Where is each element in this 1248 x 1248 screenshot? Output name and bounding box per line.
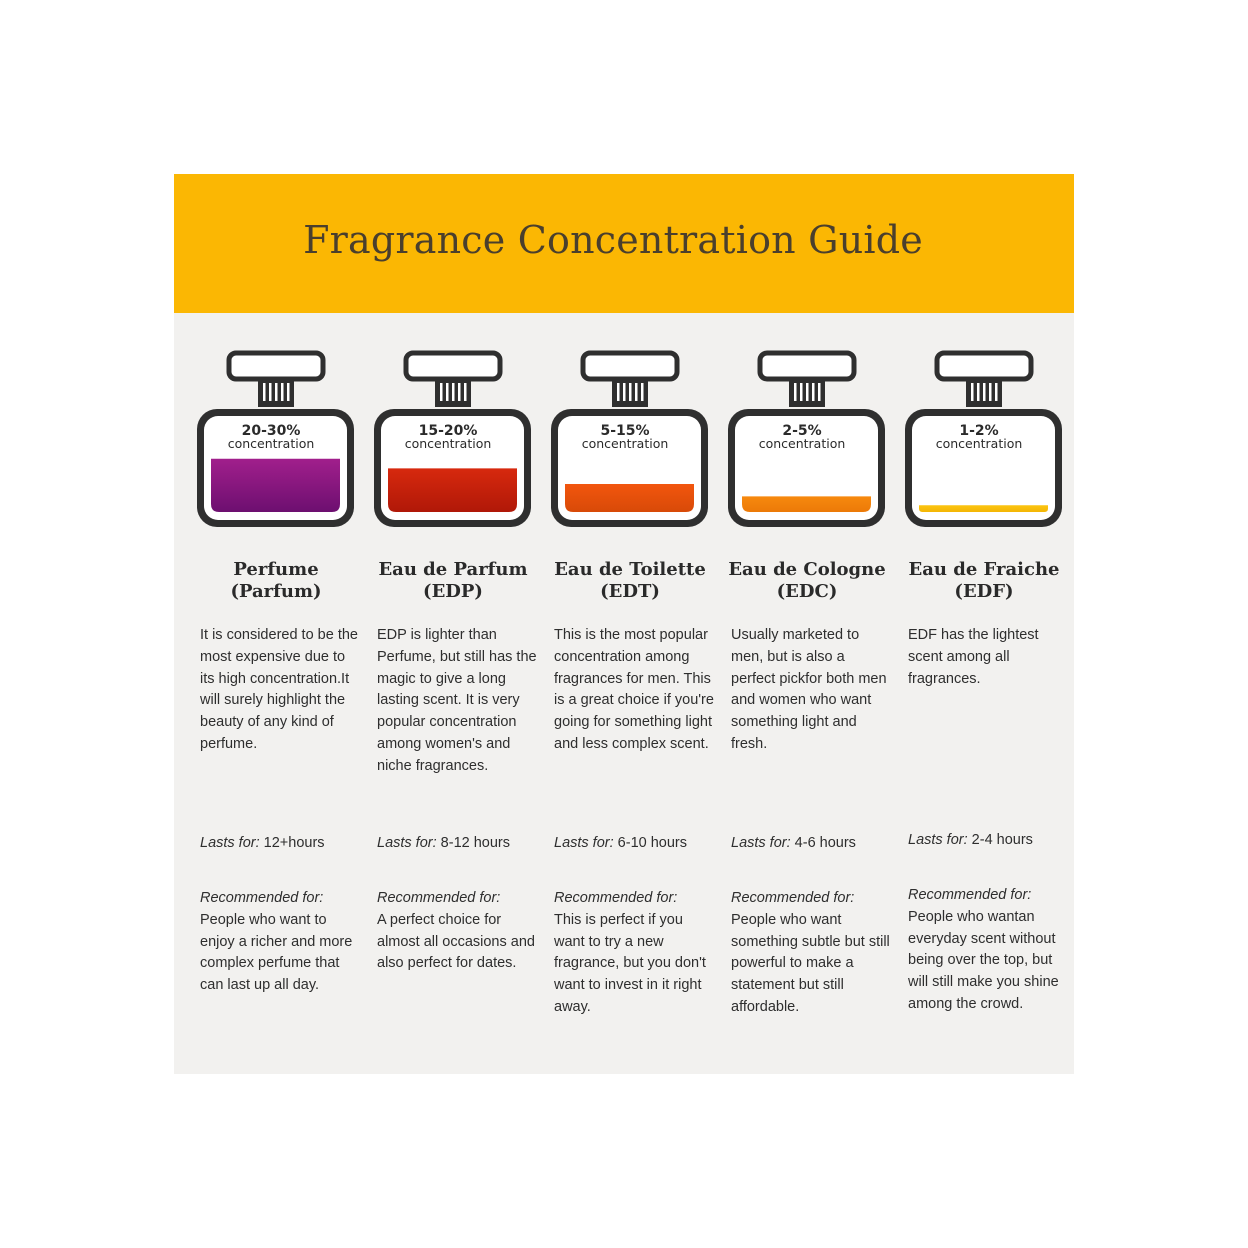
- neck-stripe: [287, 383, 290, 401]
- bottle-cap: [937, 353, 1031, 379]
- liquid-fill: [919, 505, 1048, 512]
- recommended-for: [377, 888, 537, 975]
- recommended-text: People who want to enjoy a richer and more complex perfume that can last up all day.: [200, 911, 353, 994]
- lasts-value: 2-4 hours: [971, 832, 1033, 848]
- neck-stripe: [263, 383, 266, 401]
- neck-stripe: [440, 383, 443, 401]
- recommended-text: People who wantan everyday scent without being over the top, but will still make you shine among the crowd.: [908, 908, 1059, 1012]
- neck-stripe: [995, 383, 998, 401]
- recommended-for: [200, 888, 360, 997]
- name-line-1: Eau de Cologne: [728, 559, 886, 580]
- description: EDP is lighter than Perfume, but still has the magic to give a long lasting scent. It is very popular concentration among women's and niche fragrances.: [377, 627, 537, 774]
- neck-stripe: [989, 383, 992, 401]
- name-line-2: (EDP): [423, 581, 483, 602]
- description: Usually marketed to men, but is also a perfect pickfor both men and women who want something light and fresh.: [731, 627, 887, 752]
- page-title: Fragrance Concentration Guide: [303, 218, 923, 262]
- infographic-card: [174, 174, 1074, 1074]
- neck-stripe: [269, 383, 272, 401]
- fragrance-name: [711, 559, 903, 603]
- bottle-cap: [583, 353, 677, 379]
- concentration-percent: 20-30%: [241, 423, 301, 439]
- neck-stripe: [281, 383, 284, 401]
- lasts-value: 12+hours: [263, 835, 325, 851]
- liquid-fill: [388, 468, 517, 512]
- fragrance-name: [357, 559, 549, 603]
- description: It is considered to be the most expensive due to its high concentration.It will surely highlight the beauty of any kind of perfume.: [200, 627, 358, 752]
- column-eau-de-cologne: [711, 313, 888, 1074]
- concentration-percent: 2-5%: [782, 423, 822, 439]
- neck-stripe: [812, 383, 815, 401]
- recommended-label: Recommended for:: [377, 890, 501, 906]
- lasts-value: 4-6 hours: [794, 835, 856, 851]
- recommended-text: This is perfect if you want to try a new fragrance, but you don't want to invest in it right away.: [554, 911, 706, 1015]
- concentration-label: concentration: [227, 436, 315, 451]
- neck-stripe: [818, 383, 821, 401]
- lasts-for: [731, 833, 891, 855]
- bottle-cap: [760, 353, 854, 379]
- neck-stripe: [464, 383, 467, 401]
- name-line-2: (Parfum): [230, 581, 322, 602]
- concentration-label: concentration: [758, 436, 846, 451]
- neck-stripe: [623, 383, 626, 401]
- neck-stripe: [446, 383, 449, 401]
- neck-stripe: [617, 383, 620, 401]
- neck-stripe: [629, 383, 632, 401]
- recommended-label: Recommended for:: [554, 890, 678, 906]
- name-line-1: Eau de Fraiche: [908, 559, 1060, 580]
- lasts-for: [377, 833, 537, 855]
- concentration-percent: 5-15%: [600, 423, 650, 439]
- neck-stripe: [977, 383, 980, 401]
- recommended-text: People who want something subtle but still powerful to make a statement but still affordable.: [731, 911, 890, 1015]
- concentration-label: concentration: [935, 436, 1023, 451]
- neck-stripe: [794, 383, 797, 401]
- neck-stripe: [641, 383, 644, 401]
- neck-stripe: [635, 383, 638, 401]
- bottle-cap: [406, 353, 500, 379]
- concentration-label: concentration: [581, 436, 669, 451]
- lasts-value: 8-12 hours: [440, 835, 510, 851]
- liquid-fill: [742, 496, 871, 512]
- recommended-for: [731, 888, 891, 1019]
- liquid-fill: [211, 459, 340, 512]
- lasts-label: Lasts for:: [908, 832, 968, 848]
- recommended-label: Recommended for:: [731, 890, 855, 906]
- recommended-for: [554, 888, 714, 1019]
- neck-stripe: [452, 383, 455, 401]
- liquid-fill: [565, 484, 694, 512]
- name-line-2: (EDC): [776, 581, 838, 602]
- recommended-label: Recommended for:: [200, 890, 324, 906]
- column-eau-de-fraiche: [888, 313, 1065, 1074]
- neck-stripe: [800, 383, 803, 401]
- concentration-label: concentration: [404, 436, 492, 451]
- name-line-2: (EDT): [600, 581, 660, 602]
- lasts-for: [200, 833, 360, 855]
- name-line-1: Eau de Toilette: [554, 559, 706, 580]
- fragrance-name: [180, 559, 372, 603]
- neck-stripe: [971, 383, 974, 401]
- lasts-value: 6-10 hours: [617, 835, 687, 851]
- neck-stripe: [275, 383, 278, 401]
- lasts-for: [554, 833, 714, 855]
- concentration-percent: 15-20%: [418, 423, 478, 439]
- lasts-label: Lasts for:: [731, 835, 791, 851]
- column-eau-de-parfum: [357, 313, 537, 1074]
- neck-stripe: [806, 383, 809, 401]
- bottle-cap: [229, 353, 323, 379]
- recommended-label: Recommended for:: [908, 887, 1032, 903]
- recommended-for: [908, 885, 1068, 1016]
- column-perfume: [180, 313, 357, 1074]
- fragrance-name: [888, 559, 1074, 603]
- fragrance-name: [534, 559, 726, 603]
- neck-stripe: [458, 383, 461, 401]
- name-line-1: Eau de Parfum: [378, 559, 528, 580]
- description: This is the most popular concentration among fragrances for men. This is a great choice if you're going for something light and less complex scent.: [554, 627, 714, 752]
- recommended-text: A perfect choice for almost all occasions and also perfect for dates.: [377, 911, 535, 972]
- name-line-2: (EDF): [954, 581, 1014, 602]
- name-line-1: Perfume: [233, 559, 319, 580]
- neck-stripe: [983, 383, 986, 401]
- lasts-for: [908, 830, 1068, 852]
- lasts-label: Lasts for:: [377, 835, 437, 851]
- description: EDF has the lightest scent among all fragrances.: [908, 627, 1039, 687]
- lasts-label: Lasts for:: [554, 835, 614, 851]
- column-eau-de-toilette: [534, 313, 714, 1074]
- lasts-label: Lasts for:: [200, 835, 260, 851]
- concentration-percent: 1-2%: [959, 423, 999, 439]
- title-banner: [174, 174, 1074, 313]
